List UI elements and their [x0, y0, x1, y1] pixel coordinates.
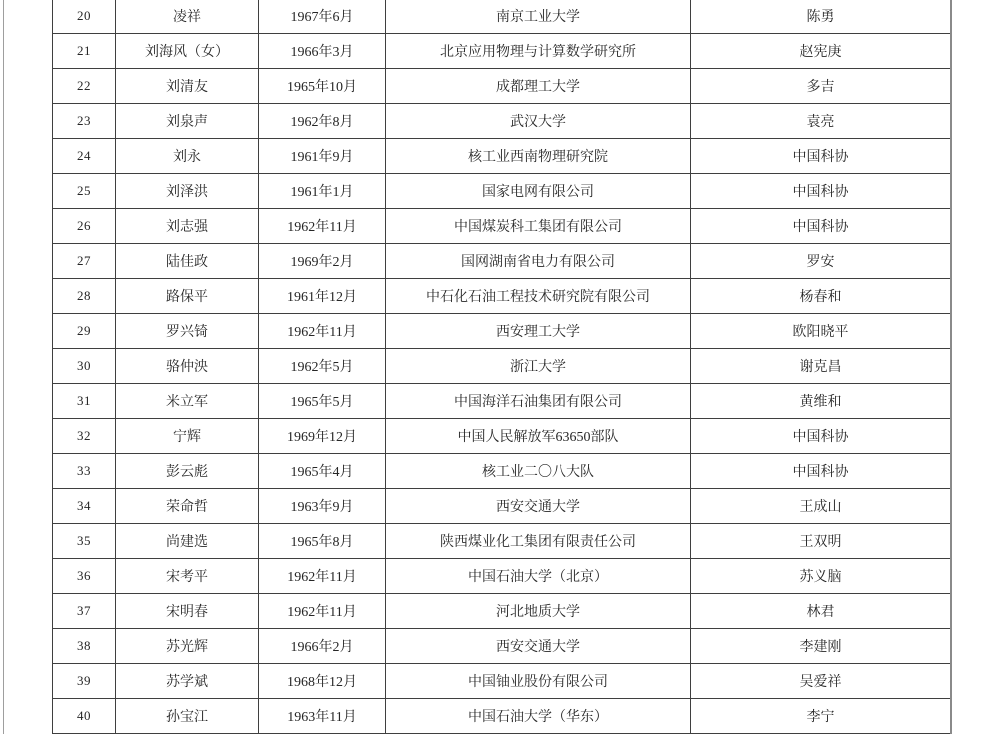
organization-cell: 国家电网有限公司 — [386, 174, 691, 209]
birthdate-cell: 1962年11月 — [259, 209, 386, 244]
row-number-cell: 29 — [53, 314, 116, 349]
birthdate-cell: 1962年11月 — [259, 594, 386, 629]
name-cell: 刘永 — [116, 139, 259, 174]
nominator-cell: 吴爱祥 — [691, 664, 950, 699]
row-number-cell: 22 — [53, 69, 116, 104]
organization-cell: 核工业西南物理研究院 — [386, 139, 691, 174]
row-number-cell: 31 — [53, 384, 116, 419]
row-number-cell: 30 — [53, 349, 116, 384]
name-cell: 刘泽洪 — [116, 174, 259, 209]
organization-cell: 陕西煤业化工集团有限责任公司 — [386, 524, 691, 559]
birthdate-cell: 1965年10月 — [259, 69, 386, 104]
nominator-cell: 中国科协 — [691, 454, 950, 489]
nominator-cell: 多吉 — [691, 69, 950, 104]
nominator-cell: 李建刚 — [691, 629, 950, 664]
birthdate-cell: 1967年6月 — [259, 0, 386, 34]
name-cell: 苏学斌 — [116, 664, 259, 699]
name-cell: 孙宝江 — [116, 699, 259, 734]
birthdate-cell: 1961年12月 — [259, 279, 386, 314]
birthdate-cell: 1963年9月 — [259, 489, 386, 524]
name-cell: 罗兴锜 — [116, 314, 259, 349]
row-number-cell: 27 — [53, 244, 116, 279]
name-cell: 宁辉 — [116, 419, 259, 454]
name-cell: 路保平 — [116, 279, 259, 314]
organization-cell: 中国煤炭科工集团有限公司 — [386, 209, 691, 244]
birthdate-cell: 1966年2月 — [259, 629, 386, 664]
birthdate-cell: 1962年5月 — [259, 349, 386, 384]
nominator-cell: 林君 — [691, 594, 950, 629]
name-cell: 骆仲泱 — [116, 349, 259, 384]
nominator-cell: 中国科协 — [691, 419, 950, 454]
nominator-cell: 杨春和 — [691, 279, 950, 314]
birthdate-cell: 1965年8月 — [259, 524, 386, 559]
organization-cell: 西安理工大学 — [386, 314, 691, 349]
nominator-cell: 中国科协 — [691, 174, 950, 209]
birthdate-cell: 1963年11月 — [259, 699, 386, 734]
name-cell: 刘泉声 — [116, 104, 259, 139]
organization-cell: 西安交通大学 — [386, 629, 691, 664]
name-cell: 刘清友 — [116, 69, 259, 104]
nominator-cell: 黄维和 — [691, 384, 950, 419]
nominator-cell: 陈勇 — [691, 0, 950, 34]
nominator-cell: 王双明 — [691, 524, 950, 559]
name-cell: 彭云彪 — [116, 454, 259, 489]
birthdate-cell: 1961年1月 — [259, 174, 386, 209]
organization-cell: 成都理工大学 — [386, 69, 691, 104]
row-number-cell: 33 — [53, 454, 116, 489]
row-number-cell: 32 — [53, 419, 116, 454]
row-number-cell: 26 — [53, 209, 116, 244]
organization-cell: 中国石油大学（华东） — [386, 699, 691, 734]
nominator-cell: 赵宪庚 — [691, 34, 950, 69]
birthdate-cell: 1966年3月 — [259, 34, 386, 69]
nominator-cell: 中国科协 — [691, 209, 950, 244]
row-number-cell: 20 — [53, 0, 116, 34]
name-cell: 刘志强 — [116, 209, 259, 244]
nominator-cell: 罗安 — [691, 244, 950, 279]
birthdate-cell: 1969年12月 — [259, 419, 386, 454]
name-cell: 刘海风（女） — [116, 34, 259, 69]
birthdate-cell: 1968年12月 — [259, 664, 386, 699]
page-edge-line — [3, 0, 4, 734]
birthdate-cell: 1969年2月 — [259, 244, 386, 279]
organization-cell: 国网湖南省电力有限公司 — [386, 244, 691, 279]
row-number-cell: 39 — [53, 664, 116, 699]
name-cell: 荣命哲 — [116, 489, 259, 524]
personnel-table — [52, 0, 952, 734]
row-number-cell: 25 — [53, 174, 116, 209]
organization-cell: 中国铀业股份有限公司 — [386, 664, 691, 699]
row-number-cell: 24 — [53, 139, 116, 174]
nominator-cell: 李宁 — [691, 699, 950, 734]
birthdate-cell: 1961年9月 — [259, 139, 386, 174]
name-cell: 苏光辉 — [116, 629, 259, 664]
row-number-cell: 38 — [53, 629, 116, 664]
row-number-cell: 34 — [53, 489, 116, 524]
birthdate-cell: 1962年11月 — [259, 559, 386, 594]
organization-cell: 武汉大学 — [386, 104, 691, 139]
name-cell: 凌祥 — [116, 0, 259, 34]
row-number-cell: 28 — [53, 279, 116, 314]
birthdate-cell: 1965年4月 — [259, 454, 386, 489]
row-number-cell: 23 — [53, 104, 116, 139]
row-number-cell: 36 — [53, 559, 116, 594]
nominator-cell: 王成山 — [691, 489, 950, 524]
birthdate-cell: 1962年11月 — [259, 314, 386, 349]
row-number-cell: 40 — [53, 699, 116, 734]
birthdate-cell: 1962年8月 — [259, 104, 386, 139]
organization-cell: 南京工业大学 — [386, 0, 691, 34]
row-number-cell: 37 — [53, 594, 116, 629]
nominator-cell: 谢克昌 — [691, 349, 950, 384]
row-number-cell: 21 — [53, 34, 116, 69]
organization-cell: 浙江大学 — [386, 349, 691, 384]
row-number-cell: 35 — [53, 524, 116, 559]
name-cell: 米立军 — [116, 384, 259, 419]
organization-cell: 河北地质大学 — [386, 594, 691, 629]
nominator-cell: 苏义脑 — [691, 559, 950, 594]
organization-cell: 中国海洋石油集团有限公司 — [386, 384, 691, 419]
organization-cell: 中国石油大学（北京） — [386, 559, 691, 594]
organization-cell: 核工业二〇八大队 — [386, 454, 691, 489]
nominator-cell: 欧阳晓平 — [691, 314, 950, 349]
organization-cell: 西安交通大学 — [386, 489, 691, 524]
birthdate-cell: 1965年5月 — [259, 384, 386, 419]
name-cell: 尚建选 — [116, 524, 259, 559]
organization-cell: 北京应用物理与计算数学研究所 — [386, 34, 691, 69]
organization-cell: 中石化石油工程技术研究院有限公司 — [386, 279, 691, 314]
name-cell: 宋明春 — [116, 594, 259, 629]
nominator-cell: 袁亮 — [691, 104, 950, 139]
organization-cell: 中国人民解放军63650部队 — [386, 419, 691, 454]
nominator-cell: 中国科协 — [691, 139, 950, 174]
name-cell: 陆佳政 — [116, 244, 259, 279]
name-cell: 宋考平 — [116, 559, 259, 594]
